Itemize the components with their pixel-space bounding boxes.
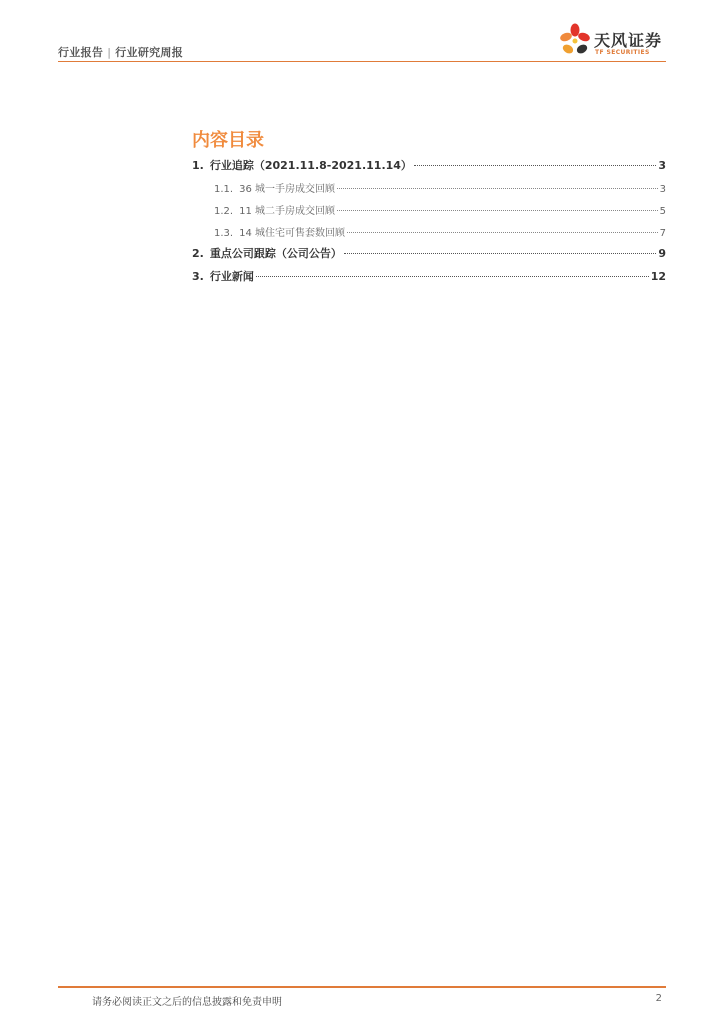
toc-entry-label: 行业新闻: [209, 270, 254, 283]
toc-entry[interactable]: [214, 202, 666, 217]
footer-page-number: 2: [655, 993, 662, 1004]
toc-entry-page: 9: [658, 247, 666, 260]
header-breadcrumb: [58, 44, 183, 60]
toc-entry-page: 12: [650, 270, 666, 283]
toc-entry-number: 1.2.: [214, 206, 234, 217]
toc-entry-number: 1.1.: [214, 184, 234, 195]
toc-entry-label: 14 城住宅可售套数回顾: [239, 228, 345, 239]
header-divider: [58, 61, 666, 62]
toc-entry-label: 11 城二手房成交回顾: [239, 206, 335, 217]
flower-logo-icon: [558, 22, 592, 60]
toc-leader-dots: [414, 165, 656, 166]
footer-disclaimer: 请务必阅读正文之后的信息披露和免责申明: [92, 997, 282, 1008]
header-separator: |: [107, 46, 112, 59]
toc-entry-label: 重点公司跟踪（公司公告）: [209, 247, 342, 260]
toc-leader-dots: [337, 188, 658, 189]
toc-leader-dots: [344, 253, 657, 254]
toc-entry-page: 3: [659, 184, 666, 195]
toc-entry-number: 2.: [192, 247, 204, 260]
logo-name-en: TF SECURITIES: [595, 49, 650, 56]
toc-entry-number: 1.: [192, 159, 204, 172]
toc-entry-number: 1.3.: [214, 228, 234, 239]
toc-entry[interactable]: [192, 157, 666, 173]
logo-name-cn: 天风证券: [594, 31, 663, 50]
footer-divider: [58, 986, 666, 988]
header-report-type: 行业报告: [58, 46, 104, 59]
toc-entry[interactable]: [192, 245, 666, 261]
toc-entry[interactable]: [214, 180, 666, 195]
toc-leader-dots: [347, 232, 658, 233]
toc-entry-label: 36 城一手房成交回顾: [239, 184, 335, 195]
toc-leader-dots: [256, 276, 649, 277]
toc-entry[interactable]: [192, 268, 666, 284]
toc-entry-label: 行业追踪（2021.11.8-2021.11.14）: [209, 159, 412, 172]
toc-entry-page: 7: [659, 228, 666, 239]
toc-entry[interactable]: [214, 224, 666, 239]
toc-title: 内容目录: [192, 130, 264, 151]
toc-entry-page: 5: [659, 206, 666, 217]
company-logo: [558, 22, 668, 60]
toc-entry-number: 3.: [192, 270, 204, 283]
toc-leader-dots: [337, 210, 658, 211]
header-report-subtype: 行业研究周报: [115, 46, 184, 59]
toc-entry-page: 3: [658, 159, 666, 172]
